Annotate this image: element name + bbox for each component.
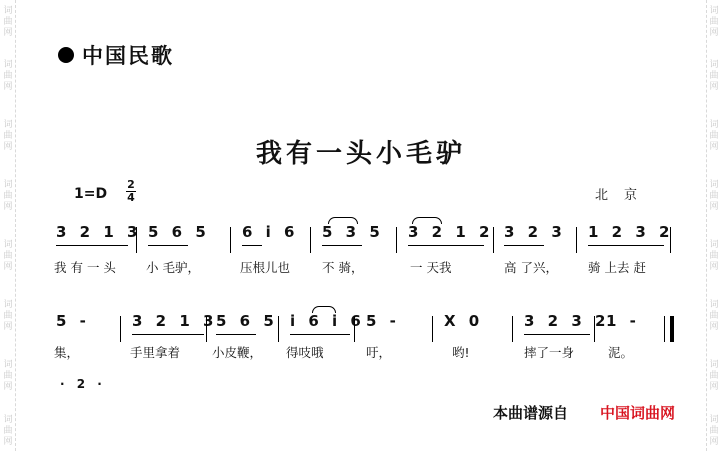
watermark-text: 词 曲 网 (709, 360, 719, 392)
barline (396, 227, 397, 253)
lyric-segment: 高 了兴， (504, 260, 558, 275)
score-row-1 (48, 213, 688, 253)
watermark-text: 词 曲 网 (709, 240, 719, 272)
page-number: · 2 · (60, 377, 106, 391)
song-title: 我有一头小毛驴 (255, 139, 466, 169)
lyric-segment: 摔了一身 (524, 345, 575, 360)
beam-underline (524, 334, 590, 335)
lyric-segment: 小 毛驴， (146, 260, 200, 275)
right-watermark-margin (706, 0, 722, 451)
lyric-segment: 一 天我 (410, 260, 452, 275)
lyric-segment: 集， (54, 345, 80, 360)
note-group: 5 6 5 (148, 223, 210, 241)
note-group: 3 2 1 3 (132, 312, 218, 330)
lyric-segment: 泥。 (608, 345, 634, 360)
watermark-text: 词 曲 网 (3, 360, 13, 392)
key-signature: 1=D (74, 186, 108, 202)
watermark-text: 词 曲 网 (709, 180, 719, 212)
watermark-text: 词 曲 网 (709, 6, 719, 38)
watermark-text: 词 曲 网 (709, 120, 719, 152)
left-watermark-margin (0, 0, 16, 451)
source-site-link[interactable]: 中国词曲网 (600, 404, 676, 422)
barline (310, 227, 311, 253)
section-header (58, 40, 174, 70)
lyric-segment: 我 有 一 头 (54, 260, 116, 275)
beam-underline (148, 245, 188, 246)
note-group: 3 2 3 (504, 223, 566, 241)
lyric-segment: 不 骑， (322, 260, 364, 275)
watermark-text: 词 曲 网 (3, 120, 13, 152)
note-group: 5 - (56, 312, 90, 330)
note-group: 5 - (366, 312, 400, 330)
watermark-text: 词 曲 网 (3, 60, 13, 92)
lyric-segment: 哟! (452, 345, 470, 360)
lyric-segment: 骑 上去 赶 (588, 260, 646, 275)
lyric-segment: 得吱哦 (286, 345, 324, 360)
barline (206, 316, 207, 342)
note-group: 3 2 1 2 (408, 223, 494, 241)
barline (664, 316, 665, 342)
section-title: 中国民歌 (82, 44, 174, 68)
watermark-text: 词 曲 网 (3, 180, 13, 212)
beam-underline (408, 245, 484, 246)
song-region: 北京 (595, 188, 654, 203)
lyric-segment: 手里拿着 (130, 345, 181, 360)
beam-underline (504, 245, 544, 246)
lyrics-row-2 (48, 343, 688, 361)
beam-underline (588, 245, 664, 246)
margin-dashed-line (15, 0, 16, 451)
barline (120, 316, 121, 342)
beam-underline (322, 245, 362, 246)
notes-line (48, 223, 688, 249)
beam-underline (132, 334, 204, 335)
barline (136, 227, 137, 253)
slur-mark (328, 217, 358, 224)
beam-underline (290, 334, 350, 335)
source-label: 本曲谱源自 (493, 404, 569, 422)
watermark-text: 词 曲 网 (709, 300, 719, 332)
time-signature-top: 2 (127, 178, 135, 191)
note-group: 6 i 6 (242, 223, 299, 241)
time-signature (126, 180, 136, 203)
watermark-text: 词 曲 网 (709, 60, 719, 92)
note-group: 1 - (606, 312, 640, 330)
beam-underline (56, 245, 128, 246)
watermark-text: 词 曲 网 (3, 240, 13, 272)
barline (594, 316, 595, 342)
barline (512, 316, 513, 342)
note-group: 1 2 3 2 (588, 223, 674, 241)
beam-underline (242, 245, 262, 246)
barline (493, 227, 494, 253)
note-group: 3 2 3 2 (524, 312, 610, 330)
score-row-2 (48, 302, 688, 342)
barline (432, 316, 433, 342)
slur-mark (412, 217, 442, 224)
note-group: 5 3 5 (322, 223, 384, 241)
lyrics-row-1 (48, 258, 688, 276)
barline (576, 227, 577, 253)
margin-dashed-line (706, 0, 707, 451)
watermark-text: 词 曲 网 (3, 6, 13, 38)
beam-underline (216, 334, 256, 335)
lyric-segment: 小皮鞭， (212, 345, 263, 360)
barline (670, 227, 671, 253)
watermark-text: 词 曲 网 (3, 300, 13, 332)
barline (278, 316, 279, 342)
time-signature-bottom: 4 (127, 191, 135, 204)
watermark-text: 词 曲 网 (709, 415, 719, 447)
lyric-segment: 吁， (366, 345, 392, 360)
final-barline (670, 316, 674, 342)
note-group: i 6 i 6 (290, 312, 365, 330)
slur-mark (312, 306, 336, 313)
note-group: 3 2 1 3 (56, 223, 142, 241)
notes-line (48, 312, 688, 338)
note-group: 5 6 5 (216, 312, 278, 330)
watermark-text: 词 曲 网 (3, 415, 13, 447)
barline (354, 316, 355, 342)
bullet-icon (58, 47, 74, 63)
note-group: X 0 (444, 312, 484, 330)
lyric-segment: 压根儿也 (240, 260, 291, 275)
barline (230, 227, 231, 253)
